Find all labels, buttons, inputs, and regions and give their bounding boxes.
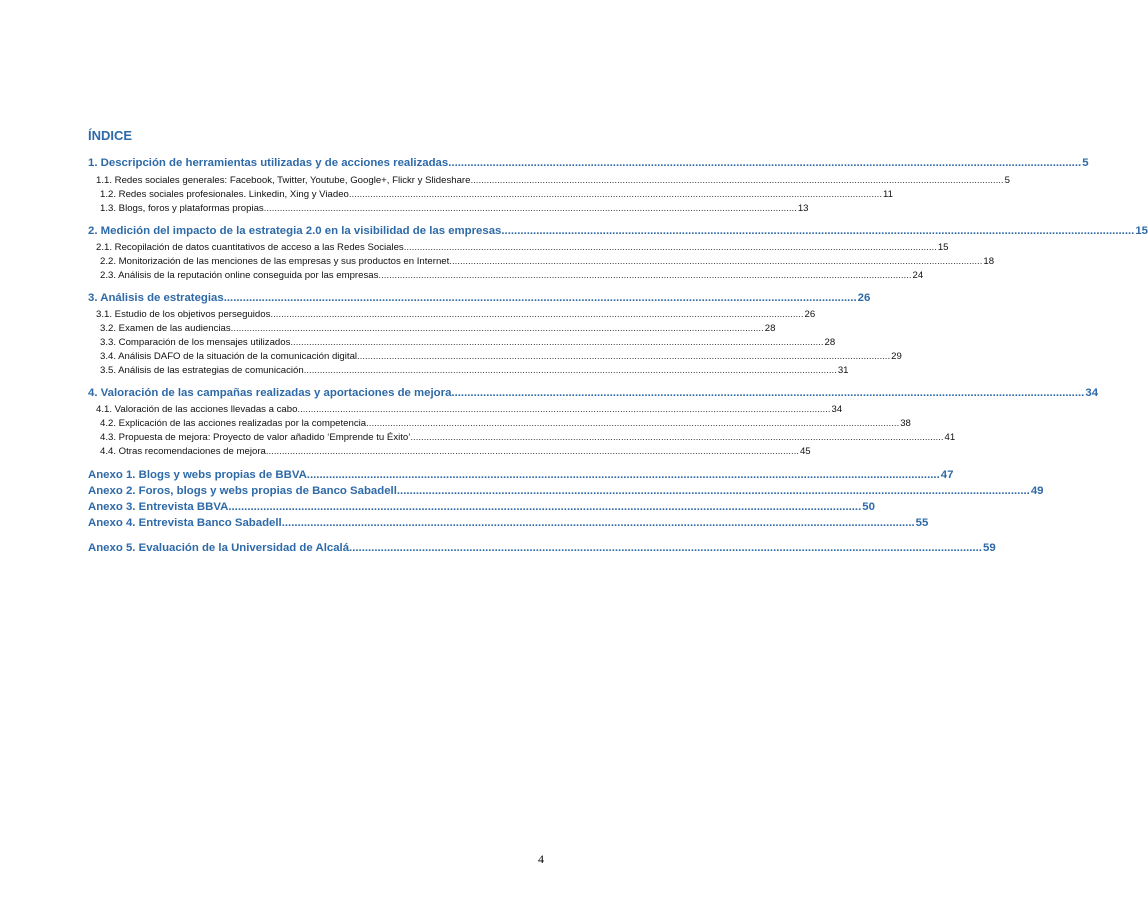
toc-leader-dots: ........................................................................................................................................................................................................ bbox=[306, 469, 940, 481]
toc-leader-dots: ........................................................................................................................................................................................................ bbox=[378, 270, 912, 281]
toc-entry-page: 47 bbox=[940, 469, 954, 481]
toc-entry[interactable] bbox=[100, 270, 924, 281]
toc-leader-dots: ........................................................................................................................................................................................................ bbox=[228, 501, 862, 513]
toc-entry-text: Anexo 5. Evaluación de la Universidad de Alcalá bbox=[88, 542, 350, 554]
toc-entry[interactable] bbox=[88, 501, 875, 513]
toc-entry-text: 2.3. Análisis de la reputación online conseguida por las empresas bbox=[100, 270, 379, 281]
toc-entry[interactable] bbox=[88, 485, 1044, 497]
toc-leader-dots: ........................................................................................................................................................................................................ bbox=[410, 432, 944, 443]
toc-entry-page: 24 bbox=[912, 270, 924, 281]
toc-entry-page: 31 bbox=[837, 365, 849, 376]
toc-entry-text: 4.1. Valoración de las acciones llevadas a cabo bbox=[96, 404, 298, 415]
toc-entry-text: Anexo 3. Entrevista BBVA bbox=[88, 501, 229, 513]
page-number: 4 bbox=[538, 852, 544, 866]
toc-leader-dots: ........................................................................................................................................................................................................ bbox=[263, 203, 797, 214]
toc-entry[interactable] bbox=[88, 157, 1089, 169]
toc-leader-dots: ........................................................................................................................................................................................................ bbox=[290, 337, 824, 348]
toc-entry[interactable] bbox=[88, 469, 954, 481]
toc-entry-text: 4.2. Explicación de las acciones realizadas por la competencia bbox=[100, 418, 367, 429]
toc-leader-dots: ........................................................................................................................................................................................................ bbox=[270, 309, 804, 320]
toc-entry-page: 28 bbox=[824, 337, 836, 348]
toc-entry[interactable] bbox=[100, 351, 902, 362]
toc-leader-dots: ........................................................................................................................................................................................................ bbox=[349, 542, 982, 554]
toc-entry[interactable] bbox=[88, 542, 996, 554]
toc-entry-page: 29 bbox=[891, 351, 902, 362]
toc-entry-text: 3.2. Examen de las audiencias bbox=[100, 323, 231, 334]
toc-entry[interactable] bbox=[96, 242, 949, 253]
toc-entry-page: 26 bbox=[857, 292, 871, 304]
toc-entry-text: Anexo 1. Blogs y webs propias de BBVA bbox=[88, 469, 307, 481]
toc-entry[interactable] bbox=[100, 256, 995, 267]
toc-entry-text: 1.2. Redes sociales profesionales. Linkedin, Xing y Viadeo bbox=[100, 189, 349, 200]
toc-entry-text: 4. Valoración de las campañas realizadas y aportaciones de mejora bbox=[88, 387, 452, 399]
toc-leader-dots: ........................................................................................................................................................................................................ bbox=[265, 446, 799, 457]
toc-entry-text: 1.3. Blogs, foros y plataformas propias bbox=[100, 203, 264, 214]
toc-entry-text: Anexo 2. Foros, blogs y webs propias de Banco Sabadell bbox=[88, 485, 397, 497]
toc-entry[interactable] bbox=[88, 225, 1148, 237]
toc-entry-text: 2. Medición del impacto de la estrategia 2.0 en la visibilidad de las empresas bbox=[88, 225, 502, 237]
toc-entry-text: Anexo 4. Entrevista Banco Sabadell bbox=[88, 517, 282, 529]
toc-entry[interactable] bbox=[100, 323, 776, 334]
toc-leader-dots: ........................................................................................................................................................................................................ bbox=[501, 225, 1135, 237]
toc-entry-page: 38 bbox=[900, 418, 911, 429]
toc-entry-text: 4.3. Propuesta de mejora: Proyecto de valor añadido ‘Emprende tu Éxito’ bbox=[100, 432, 411, 443]
toc-leader-dots: ........................................................................................................................................................................................................ bbox=[303, 365, 837, 376]
toc-entry-text: 3.5. Análisis de las estrategias de comunicación bbox=[100, 365, 304, 376]
toc-entry[interactable] bbox=[100, 189, 893, 200]
toc-entry-text: 3. Análisis de estrategias bbox=[88, 292, 224, 304]
toc-entry-page: 45 bbox=[799, 446, 811, 457]
toc-entry-text: 2.1. Recopilación de datos cuantitativos de acceso a las Redes Sociales bbox=[96, 242, 404, 253]
toc-entry[interactable] bbox=[100, 418, 911, 429]
toc-entry-page: 5 bbox=[1004, 175, 1010, 186]
toc-entry[interactable] bbox=[100, 365, 849, 376]
toc-entry-text: 3.3. Comparación de los mensajes utilizados bbox=[100, 337, 291, 348]
toc-entry[interactable] bbox=[96, 309, 816, 320]
toc-entry-text: 3.4. Análisis DAFO de la situación de la comunicación digital bbox=[100, 351, 358, 362]
toc-entry[interactable] bbox=[100, 203, 809, 214]
toc-entry-page: 15 bbox=[1135, 225, 1148, 237]
toc-leader-dots: ........................................................................................................................................................................................................ bbox=[223, 292, 857, 304]
toc-entry[interactable] bbox=[100, 432, 956, 443]
toc-leader-dots: ........................................................................................................................................................................................................ bbox=[230, 323, 764, 334]
toc-entry-page: 13 bbox=[797, 203, 809, 214]
toc-entry[interactable] bbox=[96, 404, 843, 415]
toc-entry-page: 15 bbox=[937, 242, 949, 253]
toc-entry[interactable] bbox=[88, 517, 929, 529]
toc-entry-text: 3.1. Estudio de los objetivos perseguidos bbox=[96, 309, 271, 320]
toc-leader-dots: ........................................................................................................................................................................................................ bbox=[470, 175, 1004, 186]
toc-entry-page: 11 bbox=[882, 189, 893, 200]
toc-entry[interactable] bbox=[96, 175, 1010, 186]
toc-entry-text: 1.1. Redes sociales generales: Facebook, Twitter, Youtube, Google+, Flickr y Slideshare bbox=[96, 175, 471, 186]
toc-leader-dots: ........................................................................................................................................................................................................ bbox=[348, 189, 882, 200]
toc-entry[interactable] bbox=[88, 387, 1099, 399]
toc-entry[interactable] bbox=[100, 446, 811, 457]
toc-leader-dots: ........................................................................................................................................................................................................ bbox=[281, 517, 915, 529]
toc-entry-text: 2.2. Monitorización de las menciones de las empresas y sus productos en Internet bbox=[100, 256, 450, 267]
toc-leader-dots: ........................................................................................................................................................................................................ bbox=[451, 387, 1085, 399]
toc-leader-dots: ........................................................................................................................................................................................................ bbox=[403, 242, 937, 253]
toc-title: ÍNDICE bbox=[88, 128, 133, 143]
toc-leader-dots: ........................................................................................................................................................................................................ bbox=[357, 351, 891, 362]
toc-entry-page: 18 bbox=[983, 256, 995, 267]
toc-entry-page: 59 bbox=[982, 542, 996, 554]
toc-entry-page: 26 bbox=[804, 309, 816, 320]
toc-leader-dots: ........................................................................................................................................................................................................ bbox=[366, 418, 900, 429]
toc-entry-page: 5 bbox=[1082, 157, 1089, 169]
toc-entry-page: 34 bbox=[1085, 387, 1099, 399]
toc-entry-text: 1. Descripción de herramientas utilizadas y de acciones realizadas bbox=[88, 157, 449, 169]
toc-leader-dots: ........................................................................................................................................................................................................ bbox=[449, 256, 983, 267]
toc-leader-dots: ........................................................................................................................................................................................................ bbox=[396, 485, 1030, 497]
toc-entry-page: 55 bbox=[915, 517, 929, 529]
toc-entry-page: 28 bbox=[764, 323, 776, 334]
toc-entry-page: 50 bbox=[862, 501, 875, 513]
toc-entry-page: 49 bbox=[1030, 485, 1044, 497]
toc-leader-dots: ........................................................................................................................................................................................................ bbox=[297, 404, 831, 415]
toc-entry-page: 41 bbox=[944, 432, 956, 443]
toc-entry-page: 34 bbox=[831, 404, 843, 415]
toc-entry[interactable] bbox=[100, 337, 836, 348]
toc-entry-text: 4.4. Otras recomendaciones de mejora bbox=[100, 446, 266, 457]
toc-entry[interactable] bbox=[88, 292, 871, 304]
toc-leader-dots: ........................................................................................................................................................................................................ bbox=[448, 157, 1082, 169]
